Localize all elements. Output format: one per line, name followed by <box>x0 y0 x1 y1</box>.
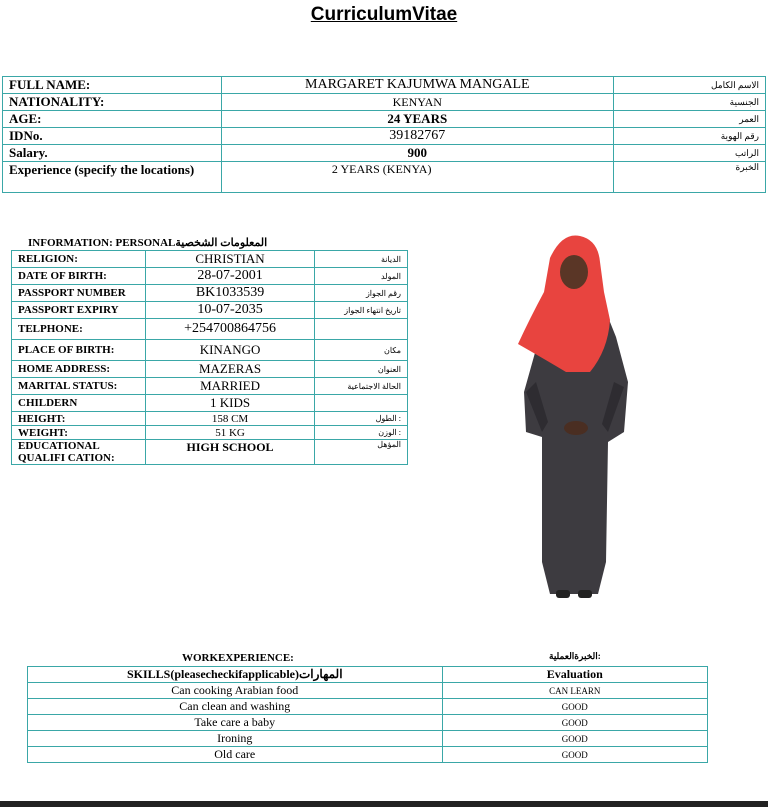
info-row <box>12 319 408 340</box>
skill-cell: Can cooking Arabian food <box>28 683 443 699</box>
info-label: PASSPORT EXPIRY <box>12 302 146 319</box>
info-value: BK1033539 <box>146 285 314 302</box>
candidate-photo <box>512 232 632 604</box>
skill-cell: Old care <box>28 747 443 763</box>
summary-arabic: العمر <box>613 111 765 128</box>
info-value: 10-07-2035 <box>146 302 314 319</box>
summary-row <box>3 111 766 128</box>
info-arabic: الوزن : <box>314 426 407 440</box>
table-row <box>28 683 708 699</box>
work-experience-heading: WORKEXPERIENCE: <box>182 652 294 664</box>
table-row <box>28 747 708 763</box>
info-label: TELPHONE: <box>12 319 146 340</box>
info-value: 1 KIDS <box>146 395 314 412</box>
info-value: 158 CM <box>146 412 314 426</box>
info-value: MARRIED <box>146 378 314 395</box>
summary-value: KENYAN <box>221 94 613 111</box>
summary-label: FULL NAME: <box>3 77 222 94</box>
personal-info-heading: INFORMATION: PERSONALالمعلومات الشخصية <box>28 237 268 249</box>
info-arabic: العنوان <box>314 361 407 378</box>
summary-label: Salary. <box>3 145 222 162</box>
summary-row <box>3 145 766 162</box>
info-label: PASSPORT NUMBER <box>12 285 146 302</box>
skill-cell: Ironing <box>28 731 443 747</box>
evaluation-cell: GOOD <box>442 715 708 731</box>
info-value: 51 KG <box>146 426 314 440</box>
info-value: CHRISTIAN <box>146 251 314 268</box>
info-arabic: الحالة الاجتماعية <box>314 378 407 395</box>
info-arabic: المؤهل <box>314 440 407 465</box>
info-row <box>12 268 408 285</box>
evaluation-cell: GOOD <box>442 731 708 747</box>
summary-value: MARGARET KAJUMWA MANGALE <box>221 77 613 94</box>
skill-cell: Can clean and washing <box>28 699 443 715</box>
summary-arabic: الراتب <box>613 145 765 162</box>
summary-value: 24 YEARS <box>221 111 613 128</box>
info-row <box>12 251 408 268</box>
info-label: WEIGHT: <box>12 426 146 440</box>
summary-value: 39182767 <box>221 128 613 145</box>
info-label: HOME ADDRESS: <box>12 361 146 378</box>
info-label: PLACE OF BIRTH: <box>12 340 146 361</box>
summary-label: IDNo. <box>3 128 222 145</box>
evaluation-cell: GOOD <box>442 699 708 715</box>
table-row <box>28 731 708 747</box>
info-row <box>12 378 408 395</box>
info-arabic: مكان <box>314 340 407 361</box>
evaluation-cell: CAN LEARN <box>442 683 708 699</box>
info-arabic: رقم الجواز <box>314 285 407 302</box>
info-value: +254700864756 <box>146 319 314 340</box>
info-row <box>12 440 408 465</box>
skills-header-row <box>28 667 708 683</box>
info-label: DATE OF BIRTH: <box>12 268 146 285</box>
info-row <box>12 395 408 412</box>
summary-label: AGE: <box>3 111 222 128</box>
info-arabic: تاريخ انتهاء الجواز <box>314 302 407 319</box>
info-value: MAZERAS <box>146 361 314 378</box>
info-arabic <box>314 395 407 412</box>
summary-row <box>3 94 766 111</box>
info-value: HIGH SCHOOL <box>146 440 314 465</box>
info-value: 28-07-2001 <box>146 268 314 285</box>
info-row <box>12 361 408 378</box>
summary-arabic: رقم الهوية <box>613 128 765 145</box>
info-value: KINANGO <box>146 340 314 361</box>
info-label: CHILDERN <box>12 395 146 412</box>
summary-arabic: الاسم الكامل <box>613 77 765 94</box>
table-row <box>28 715 708 731</box>
info-arabic: المولد <box>314 268 407 285</box>
info-arabic <box>314 319 407 340</box>
info-row <box>12 285 408 302</box>
info-arabic: الديانة <box>314 251 407 268</box>
skills-table <box>27 666 708 763</box>
skill-cell: Take care a baby <box>28 715 443 731</box>
summary-row <box>3 162 766 193</box>
personal-info-table <box>11 250 408 465</box>
info-label: EDUCATIONAL QUALIFI CATION: <box>12 440 146 465</box>
page-bottom-border <box>0 801 768 807</box>
summary-label: NATIONALITY: <box>3 94 222 111</box>
summary-value: 900 <box>221 145 613 162</box>
info-label: MARITAL STATUS: <box>12 378 146 395</box>
info-label: RELIGION: <box>12 251 146 268</box>
info-arabic: الطول : <box>314 412 407 426</box>
document-title: CurriculumVitae <box>310 4 458 25</box>
summary-table <box>2 76 766 193</box>
info-row <box>12 412 408 426</box>
info-label: HEIGHT: <box>12 412 146 426</box>
summary-arabic: الخبرة <box>613 162 765 193</box>
table-row <box>28 699 708 715</box>
info-row <box>12 426 408 440</box>
summary-label: Experience (specify the locations) <box>3 162 222 193</box>
info-row <box>12 340 408 361</box>
work-experience-heading-arabic: الخبرةالعملية: <box>549 651 601 661</box>
evaluation-cell: GOOD <box>442 747 708 763</box>
summary-arabic: الجنسية <box>613 94 765 111</box>
info-row <box>12 302 408 319</box>
summary-row <box>3 128 766 145</box>
summary-value: 2 YEARS (KENYA) <box>221 162 613 193</box>
summary-row <box>3 77 766 94</box>
skills-column-header: SKILLS(pleasecheckifapplicable)المهارات <box>28 667 443 683</box>
evaluation-column-header: Evaluation <box>442 667 708 683</box>
